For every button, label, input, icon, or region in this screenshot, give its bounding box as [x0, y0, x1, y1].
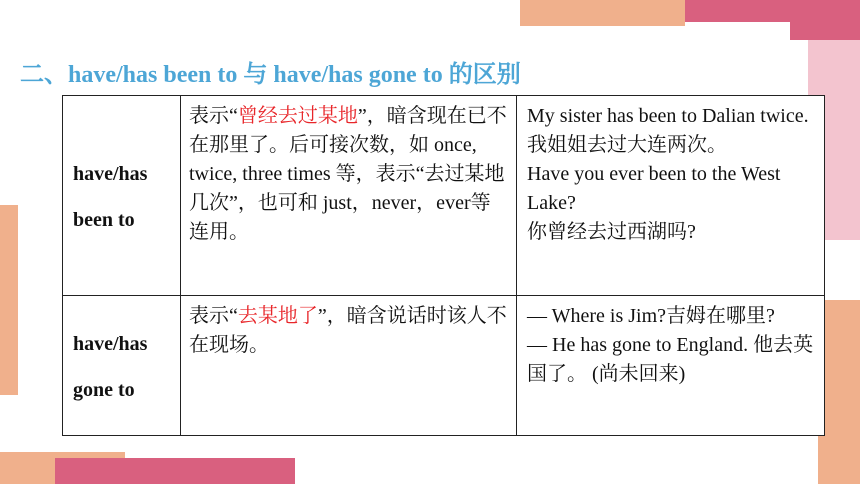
usage-suffix: ”，暗含现在已不在那里了。后可接次数，如 once, twice, three times 等，表示“去过某地几次”，也可和 just，never，ever等连用。 — [189, 105, 507, 243]
table-row — [63, 96, 825, 296]
example-cell — [517, 296, 825, 436]
example-line: My sister has been to Dalian twice. 我姐姐去过大连两次。 — [527, 105, 809, 156]
deco-bottom-pink-bar — [55, 458, 295, 484]
example-line: — Where is Jim?吉姆在哪里? — [527, 305, 775, 327]
term-line: have/has — [73, 332, 148, 355]
term-cell — [63, 296, 181, 436]
table-row — [63, 296, 825, 436]
example-line: 你曾经去过西湖吗? — [527, 221, 696, 243]
usage-cell — [181, 296, 517, 436]
term-line: have/has — [73, 162, 148, 185]
term-line: gone to — [73, 378, 135, 401]
comparison-table — [62, 95, 825, 436]
deco-top-peach-bar — [520, 0, 685, 26]
deco-right-pink-band — [790, 22, 860, 40]
term-line: been to — [73, 208, 135, 231]
term-cell — [63, 96, 181, 296]
usage-cell — [181, 96, 517, 296]
example-line: — He has gone to England. 他去英国了。 (尚未回来) — [527, 334, 814, 385]
deco-top-pink-bar — [685, 0, 860, 22]
usage-prefix: 表示“ — [189, 305, 238, 327]
usage-highlight: 曾经去过某地 — [237, 105, 358, 127]
page-title: 二、have/has been to 与 have/has gone to 的区别 — [20, 62, 521, 88]
deco-left-peach-panel — [0, 205, 18, 395]
usage-suffix: ”，暗含说话时该人不在现场。 — [189, 305, 507, 356]
usage-highlight: 去某地了 — [237, 305, 318, 327]
example-line: Have you ever been to the West Lake? — [527, 163, 781, 214]
usage-prefix: 表示“ — [189, 105, 238, 127]
example-cell — [517, 96, 825, 296]
